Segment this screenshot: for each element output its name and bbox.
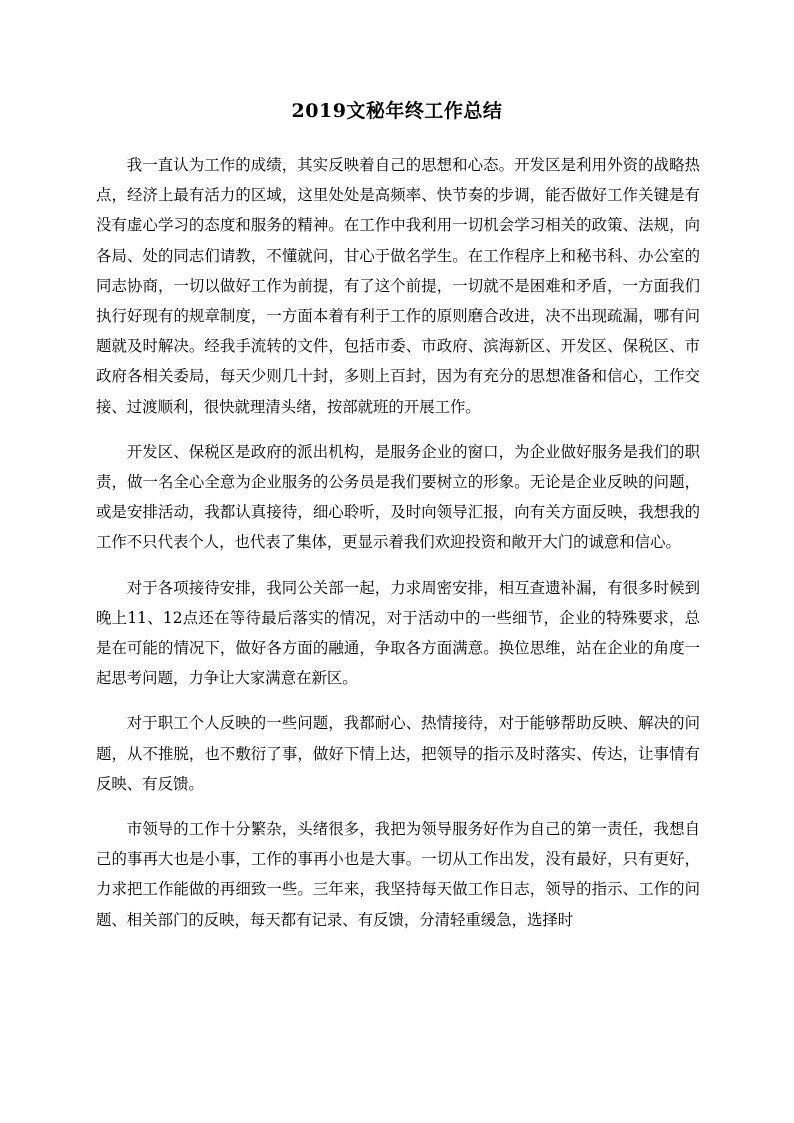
document-body xyxy=(96,150,700,950)
paragraph: 对于职工个人反映的一些问题，我都耐心、热情接待，对于能够帮助反映、解决的问题，从不推脱，也不敷衍了事，做好下情上达，把领导的指示及时落实、传达，让事情有反映、有反馈。 xyxy=(96,714,700,793)
paragraph: 我一直认为工作的成绩，其实反映着自己的思想和心态。开发区是利用外资的战略热点，经济上最有活力的区域，这里处处是高频率、快节奏的步调，能否做好工作关键是有没有虚心学习的态度和服务的精神。在工作中我利用一切机会学习相关的政策、法规，向各局、处的同志们请教，不懂就问，甘心于做名学生。在工作程序上和秘书科、办公室的同志协商，一切以做好工作为前提，有了这个前提，一切就不是困难和矛盾，一方面我们执行好现有的规章制度，一方面本着有利于工作的原则磨合改进，决不出现疏漏，哪有问题就及时解决。经我手流转的文件，包括市委、市政府、滨海新区、开发区、保税区、市政府各相关委局，每天少则几十封，多则上百封，因为有充分的思想准备和信心，工作交接、过渡顺利，很快就理清头绪，按部就班的开展工作。 xyxy=(96,156,700,416)
paragraph: 开发区、保税区是政府的派出机构，是服务企业的窗口，为企业做好服务是我们的职责，做一名全心全意为企业服务的公务员是我们要树立的形象。无论是企业反映的问题，或是安排活动，我都认真接待，细心聆听，及时向领导汇报，向有关方面反映，我想我的工作不只代表个人，也代表了集体，更显示着我们欢迎投资和敞开大门的诚意和信心。 xyxy=(96,442,700,552)
paragraph: 市领导的工作十分繁杂，头绪很多，我把为领导服务好作为自己的第一责任，我想自己的事再大也是小事，工作的事再小也是大事。一切从工作出发，没有最好，只有更好，力求把工作能做的再细致一些。三年来，我坚持每天做工作日志，领导的指示、工作的问题、相关部门的反映，每天都有记录、有反馈，分清轻重缓急，选择时 xyxy=(96,820,700,929)
document-title: 2019文秘年终工作总结 xyxy=(291,100,503,122)
paragraph: 对于各项接待安排，我同公关部一起，力求周密安排，相互查遗补漏，有很多时候到晚上11、12点还在等待最后落实的情况，对于活动中的一些细节，企业的特殊要求，总是在可能的情况下，做好各方面的融通，争取各方面满意。换位思维，站在企业的角度一起思考问题，力争让大家满意在新区。 xyxy=(96,578,700,688)
